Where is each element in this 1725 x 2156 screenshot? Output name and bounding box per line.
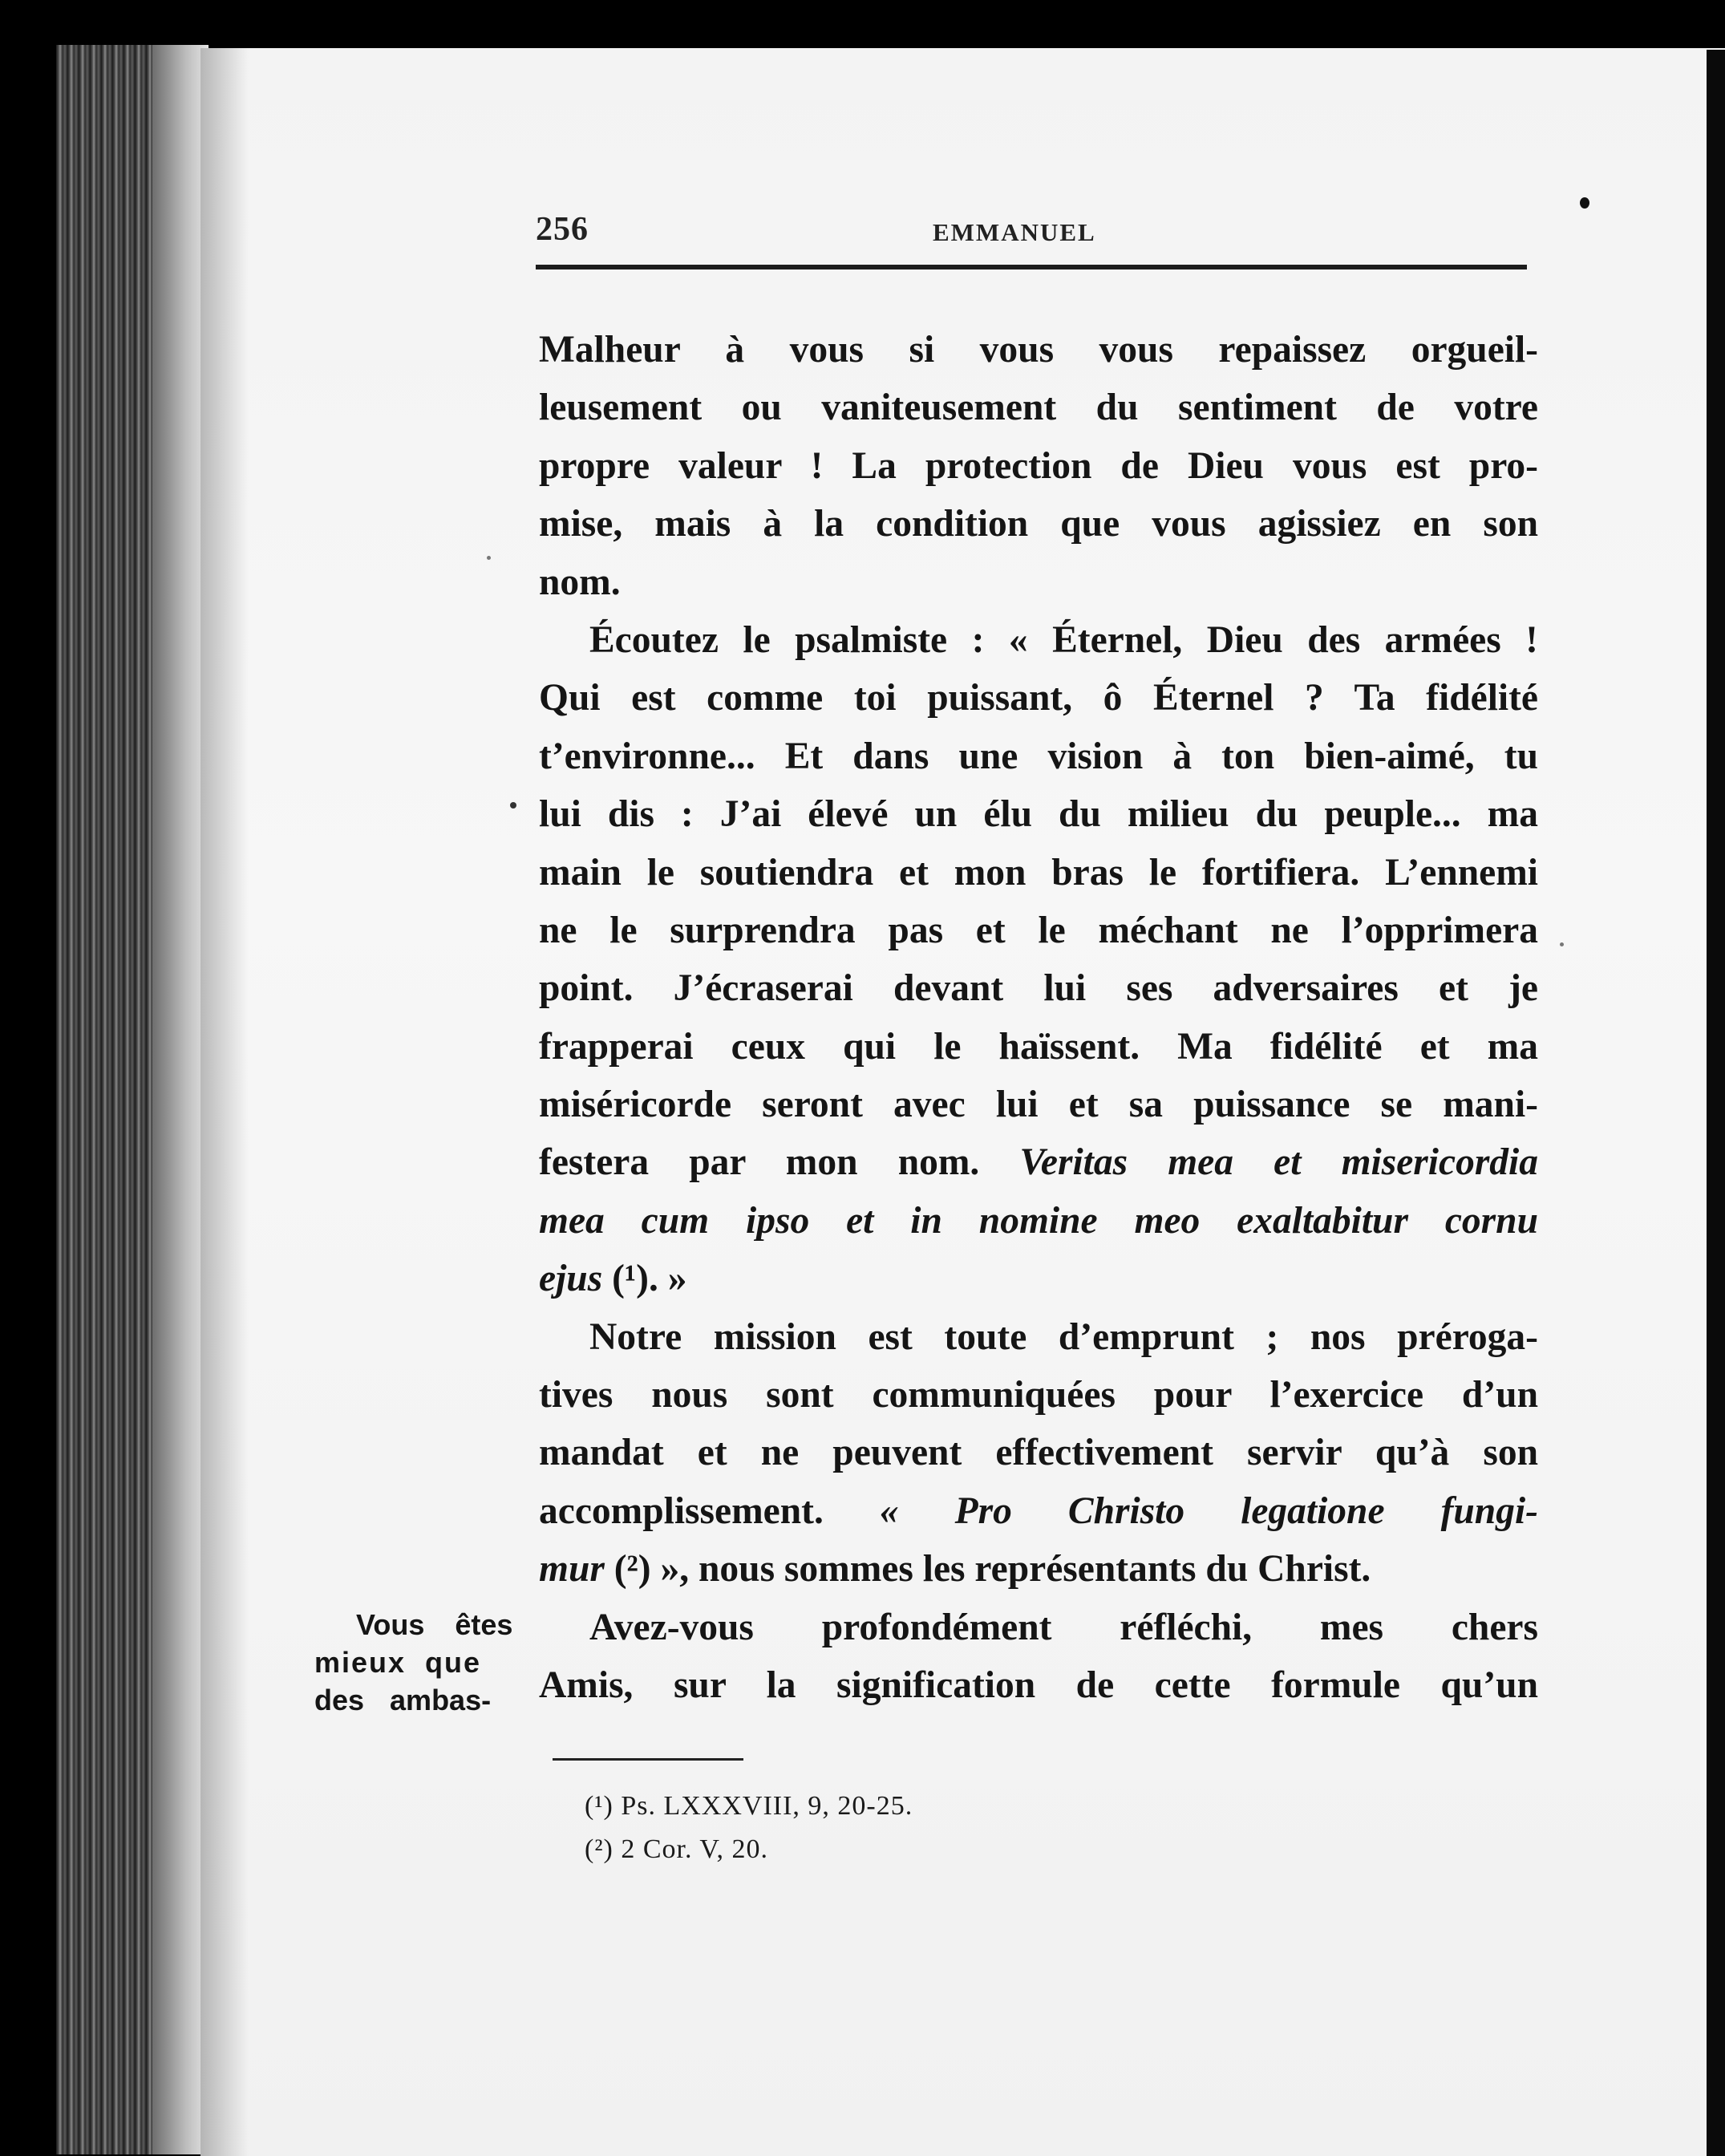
text-line bbox=[539, 1540, 1538, 1598]
latin-quote: ejus bbox=[539, 1258, 603, 1300]
text-line: t’environne... Et dans une vision à ton bien-aimé, tu bbox=[539, 735, 1538, 777]
ink-speck bbox=[1560, 942, 1564, 946]
footnote-ref: (¹). » bbox=[612, 1258, 687, 1300]
text-line bbox=[539, 1250, 1538, 1307]
text-span: festera par mon nom. bbox=[539, 1141, 980, 1184]
text-line: ne le surprendra pas et le méchant ne l’opprimera bbox=[539, 909, 1538, 951]
footnotes bbox=[585, 1785, 913, 1871]
text-line: miséricorde seront avec lui et sa puissance se mani- bbox=[539, 1084, 1538, 1126]
text-line: Avez-vous profondément réfléchi, mes chers bbox=[589, 1606, 1538, 1648]
margin-note-line: mieux que bbox=[314, 1646, 482, 1679]
text-span: accomplissement. bbox=[539, 1489, 824, 1532]
ink-speck bbox=[1580, 197, 1589, 209]
text-line: Amis, sur la signification de cette formule qu’un bbox=[539, 1664, 1538, 1706]
text-line: mea cum ipso et in nomine meo exaltabitur cornu bbox=[539, 1199, 1538, 1242]
ink-speck bbox=[510, 802, 516, 808]
margin-note-line: Vous êtes bbox=[356, 1608, 513, 1641]
scan-right-border bbox=[1707, 50, 1725, 2156]
text-line: point. J’écraserai devant lui ses adversaires et je bbox=[539, 967, 1538, 1010]
text-line: tives nous sont communiquées pour l’exercice d’un bbox=[539, 1374, 1538, 1416]
text-line: Notre mission est toute d’emprunt ; nos préroga- bbox=[589, 1315, 1538, 1358]
text-line: leusement ou vaniteusement du sentiment de votre bbox=[539, 387, 1538, 429]
text-line: mandat et ne peuvent effectivement servir qu’à son bbox=[539, 1432, 1538, 1474]
footnote: (¹) Ps. LXXXVIII, 9, 20-25. bbox=[585, 1791, 913, 1821]
latin-quote: Veritas mea et misericordia bbox=[1019, 1141, 1539, 1184]
text-line: main le soutiendra et mon bras le fortifiera. L’ennemi bbox=[539, 851, 1538, 894]
ink-speck bbox=[487, 556, 491, 560]
page-header bbox=[536, 210, 1527, 258]
text-line: Écoutez le psalmiste : « Éternel, Dieu des armées ! bbox=[589, 618, 1538, 661]
scan-top-border bbox=[0, 0, 1725, 50]
margin-note bbox=[314, 1606, 524, 1719]
book-page-edges bbox=[56, 45, 209, 2154]
footnote: (²) 2 Cor. V, 20. bbox=[585, 1834, 769, 1864]
text-span: (²) », nous sommes les représentants du Christ. bbox=[613, 1548, 1371, 1591]
text-line: Qui est comme toi puissant, ô Éternel ? Ta fidélité bbox=[539, 677, 1538, 719]
body-text bbox=[539, 321, 1538, 1714]
text-line: frapperai ceux qui le haïssent. Ma fidélité et ma bbox=[539, 1025, 1538, 1068]
text-line: Malheur à vous si vous vous repaissez orgueil- bbox=[539, 329, 1538, 371]
text-line: mise, mais à la condition que vous agissiez en son bbox=[539, 503, 1538, 545]
latin-quote: « Pro Christo legatione fungi- bbox=[879, 1489, 1538, 1532]
footnote-rule bbox=[553, 1758, 743, 1761]
text-line bbox=[539, 1482, 1538, 1540]
header-rule bbox=[536, 265, 1527, 270]
text-line bbox=[539, 1133, 1538, 1191]
text-line: lui dis : J’ai élevé un élu du milieu du peuple... ma bbox=[539, 793, 1538, 836]
page-number: 256 bbox=[536, 211, 589, 248]
gutter-shadow bbox=[200, 48, 249, 2156]
latin-quote: mur bbox=[539, 1548, 605, 1591]
text-line: nom. bbox=[539, 561, 621, 603]
margin-note-line: des ambas- bbox=[314, 1684, 492, 1716]
running-title: EMMANUEL bbox=[933, 218, 1096, 246]
text-line: propre valeur ! La protection de Dieu vous est pro- bbox=[539, 444, 1538, 487]
